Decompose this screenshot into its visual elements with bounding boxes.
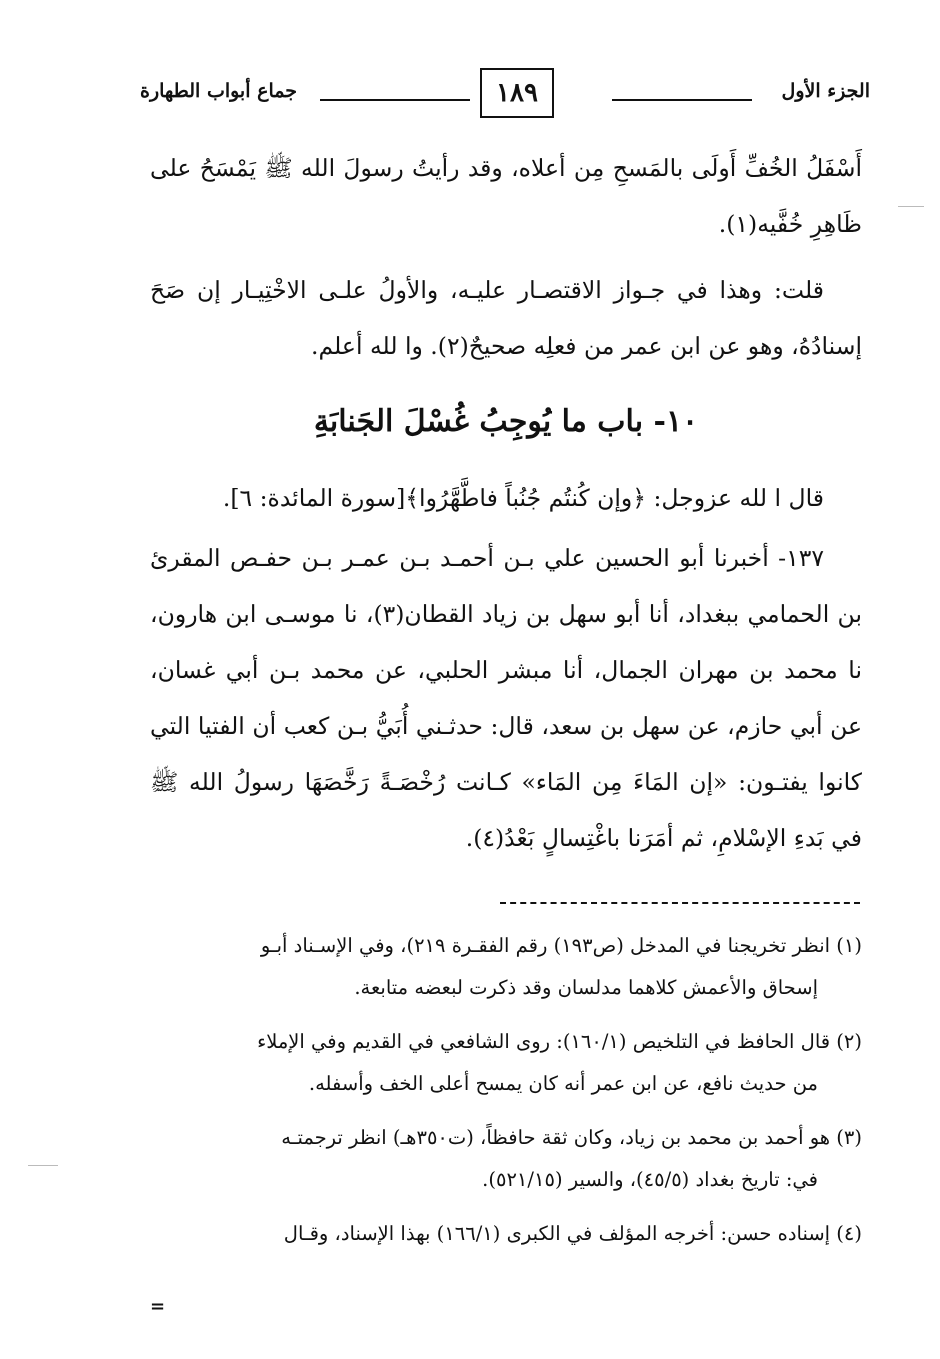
section-title: ١٠- باب ما يُوجِبُ غُسْلَ الجَنابَةِ [313,404,699,439]
paragraph-quran-verse: قال ا لله عزوجل: ﴿وإن كُنتُم جُنُباً فاطَّهَّرُوا﴾[سورة المائدة: ٦]. [222,484,824,512]
scan-mark [898,206,924,207]
paragraph-hadith-137: ١٣٧- أخبرنا أبو الحسين علي بـن أحمـد بـن عمـر بـن حفـص المقرئ بن الحمامي ببغداد، أنا أبو سهل بن زياد القطان(٣)، نا موسـى ابن هارون، نا محمد بن مهران الجمال، أنا مبشر الحلبي، عن محمد بـن أبي غسان، عن أبي حازم، عن سهل بن سعد، قال: حدثـني أُبَيُّ بـن كعب أن الفتيا التي كانوا يفتـون: «إن المَاءَ مِن المَاء» كـانت رُخْصَـةً رَخَّصَهَا رسولُ الله ﷺ في بَدءِ الإسْلامِ، ثم أمَرَنا باغْتِسالٍ بَعْدُ(٤). [150,544,862,852]
header-rule-left [320,99,470,101]
footnote-text: إسناده حسن: أخرجه المؤلف في الكبرى (١٦٦/١) بهذا الإسناد، وقـال [283,1222,831,1245]
footnote-text: هو أحمد بن محمد بن زياد، وكان ثقة حافظاً، (ت٣٥٠هـ) انظر ترجمتـه [281,1126,831,1149]
footnote-3 [150,1117,862,1201]
footnotes [150,925,862,1267]
footnote-4 [150,1213,862,1255]
footnote-number: (٣) [836,1126,862,1149]
continuation-mark: = [150,1296,166,1317]
header-volume-label: الجزء الأول [781,80,870,102]
footnote-number: (١) [836,934,862,957]
footnote-separator [500,902,860,904]
running-header [140,68,870,124]
header-chapter-label: جماع أبواب الطهارة [140,80,297,102]
page-number: ١٨٩ [480,68,554,118]
header-rule-right [612,99,752,101]
footnote-text-cont: إسحاق والأعمش كلاهما مدلسان وقد ذكرت لبعضه متابعة. [354,976,818,999]
footnote-text: انظر تخريجنا في المدخل (ص١٩٣) رقم الفقـرة ٢١٩)، وفي الإسـناد أبـو [260,934,831,957]
paragraph-author-note: قلت: وهذا في جـواز الاقتصـار عليـه، والأولُ علـى الاخْتِيـار إن صَحَ إسنادُهُ، وهو عن ابن عمر من فعلِه صحيحٌ(٢). وا لله أعلم. [150,276,862,360]
footnote-1 [150,925,862,1009]
scan-mark [28,1165,58,1166]
footnote-number: (٢) [836,1030,862,1053]
footnote-2 [150,1021,862,1105]
paragraph-continuation: أَسْفَلُ الخُفِّ أَولَى بالمَسحِ مِن أعلاه، وقد رأيتُ رسولَ الله ﷺ يَمْسَحُ على ظَاهِرِ خُفَّيه(١). [150,154,862,238]
footnote-text-cont: من حديث نافع، عن ابن عمر أنه كان يمسح أعلى الخف وأسفله. [308,1072,818,1095]
footnote-text-cont: في: تاريخ بغداد (٤٥/٥)، والسير (٥٢١/١٥). [482,1168,818,1191]
footnote-number: (٤) [836,1222,862,1245]
footnote-text: قال الحافظ في التلخيص (١٦٠/١): روى الشافعي في القديم وفي الإملاء [257,1030,831,1053]
